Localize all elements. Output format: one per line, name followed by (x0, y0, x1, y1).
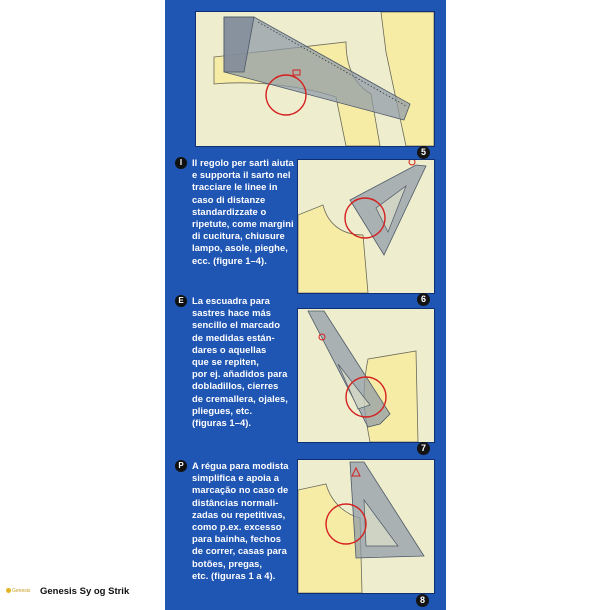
figure-5-number: 5 (417, 146, 430, 159)
figure-8-illustration (298, 460, 434, 593)
brand-name: Genesis Sy og Strik (40, 585, 130, 597)
figure-6-number: 6 (417, 293, 430, 306)
figure-7-illustration (298, 309, 434, 442)
figure-6 (298, 160, 434, 293)
genesis-logo (6, 586, 34, 596)
figure-5 (196, 12, 434, 146)
spanish-badge: E (175, 295, 187, 307)
spanish-text: La escuadra para sastres hace más sencillo el marcado de medidas están- dares o aquellas que se repiten, por ej. añadidos para dobladillos, cierres de cremallera, ojales, pliegues, etc. (figuras 1–4). (192, 295, 288, 429)
figure-6-illustration (298, 160, 434, 293)
footer (6, 585, 129, 597)
portuguese-badge: P (175, 460, 187, 472)
logo-mark-icon (6, 588, 11, 593)
portuguese-text: A régua para modista simplifica e apoia a marcação no caso de distâncias normali- zadas ou repetitivas, como p.ex. excesso para bainha, fechos de correr, casas para botões, pregas, etc. (figuras 1 a 4). (192, 460, 289, 581)
genesis-logo-text: Genesis (12, 588, 31, 594)
figure-7 (298, 309, 434, 442)
figure-7-number: 7 (417, 442, 430, 455)
italian-badge: I (175, 157, 187, 169)
figure-5-illustration (196, 12, 434, 146)
figure-8 (298, 460, 434, 593)
figure-8-number: 8 (416, 594, 429, 607)
italian-text: Il regolo per sarti aiuta e supporta il sarto nel tracciare le linee in caso di distanze standardizzate o ripetute, come margini di cucitura, chiusure lampo, asole, pieghe, ecc. (figure 1–4). (192, 157, 294, 266)
